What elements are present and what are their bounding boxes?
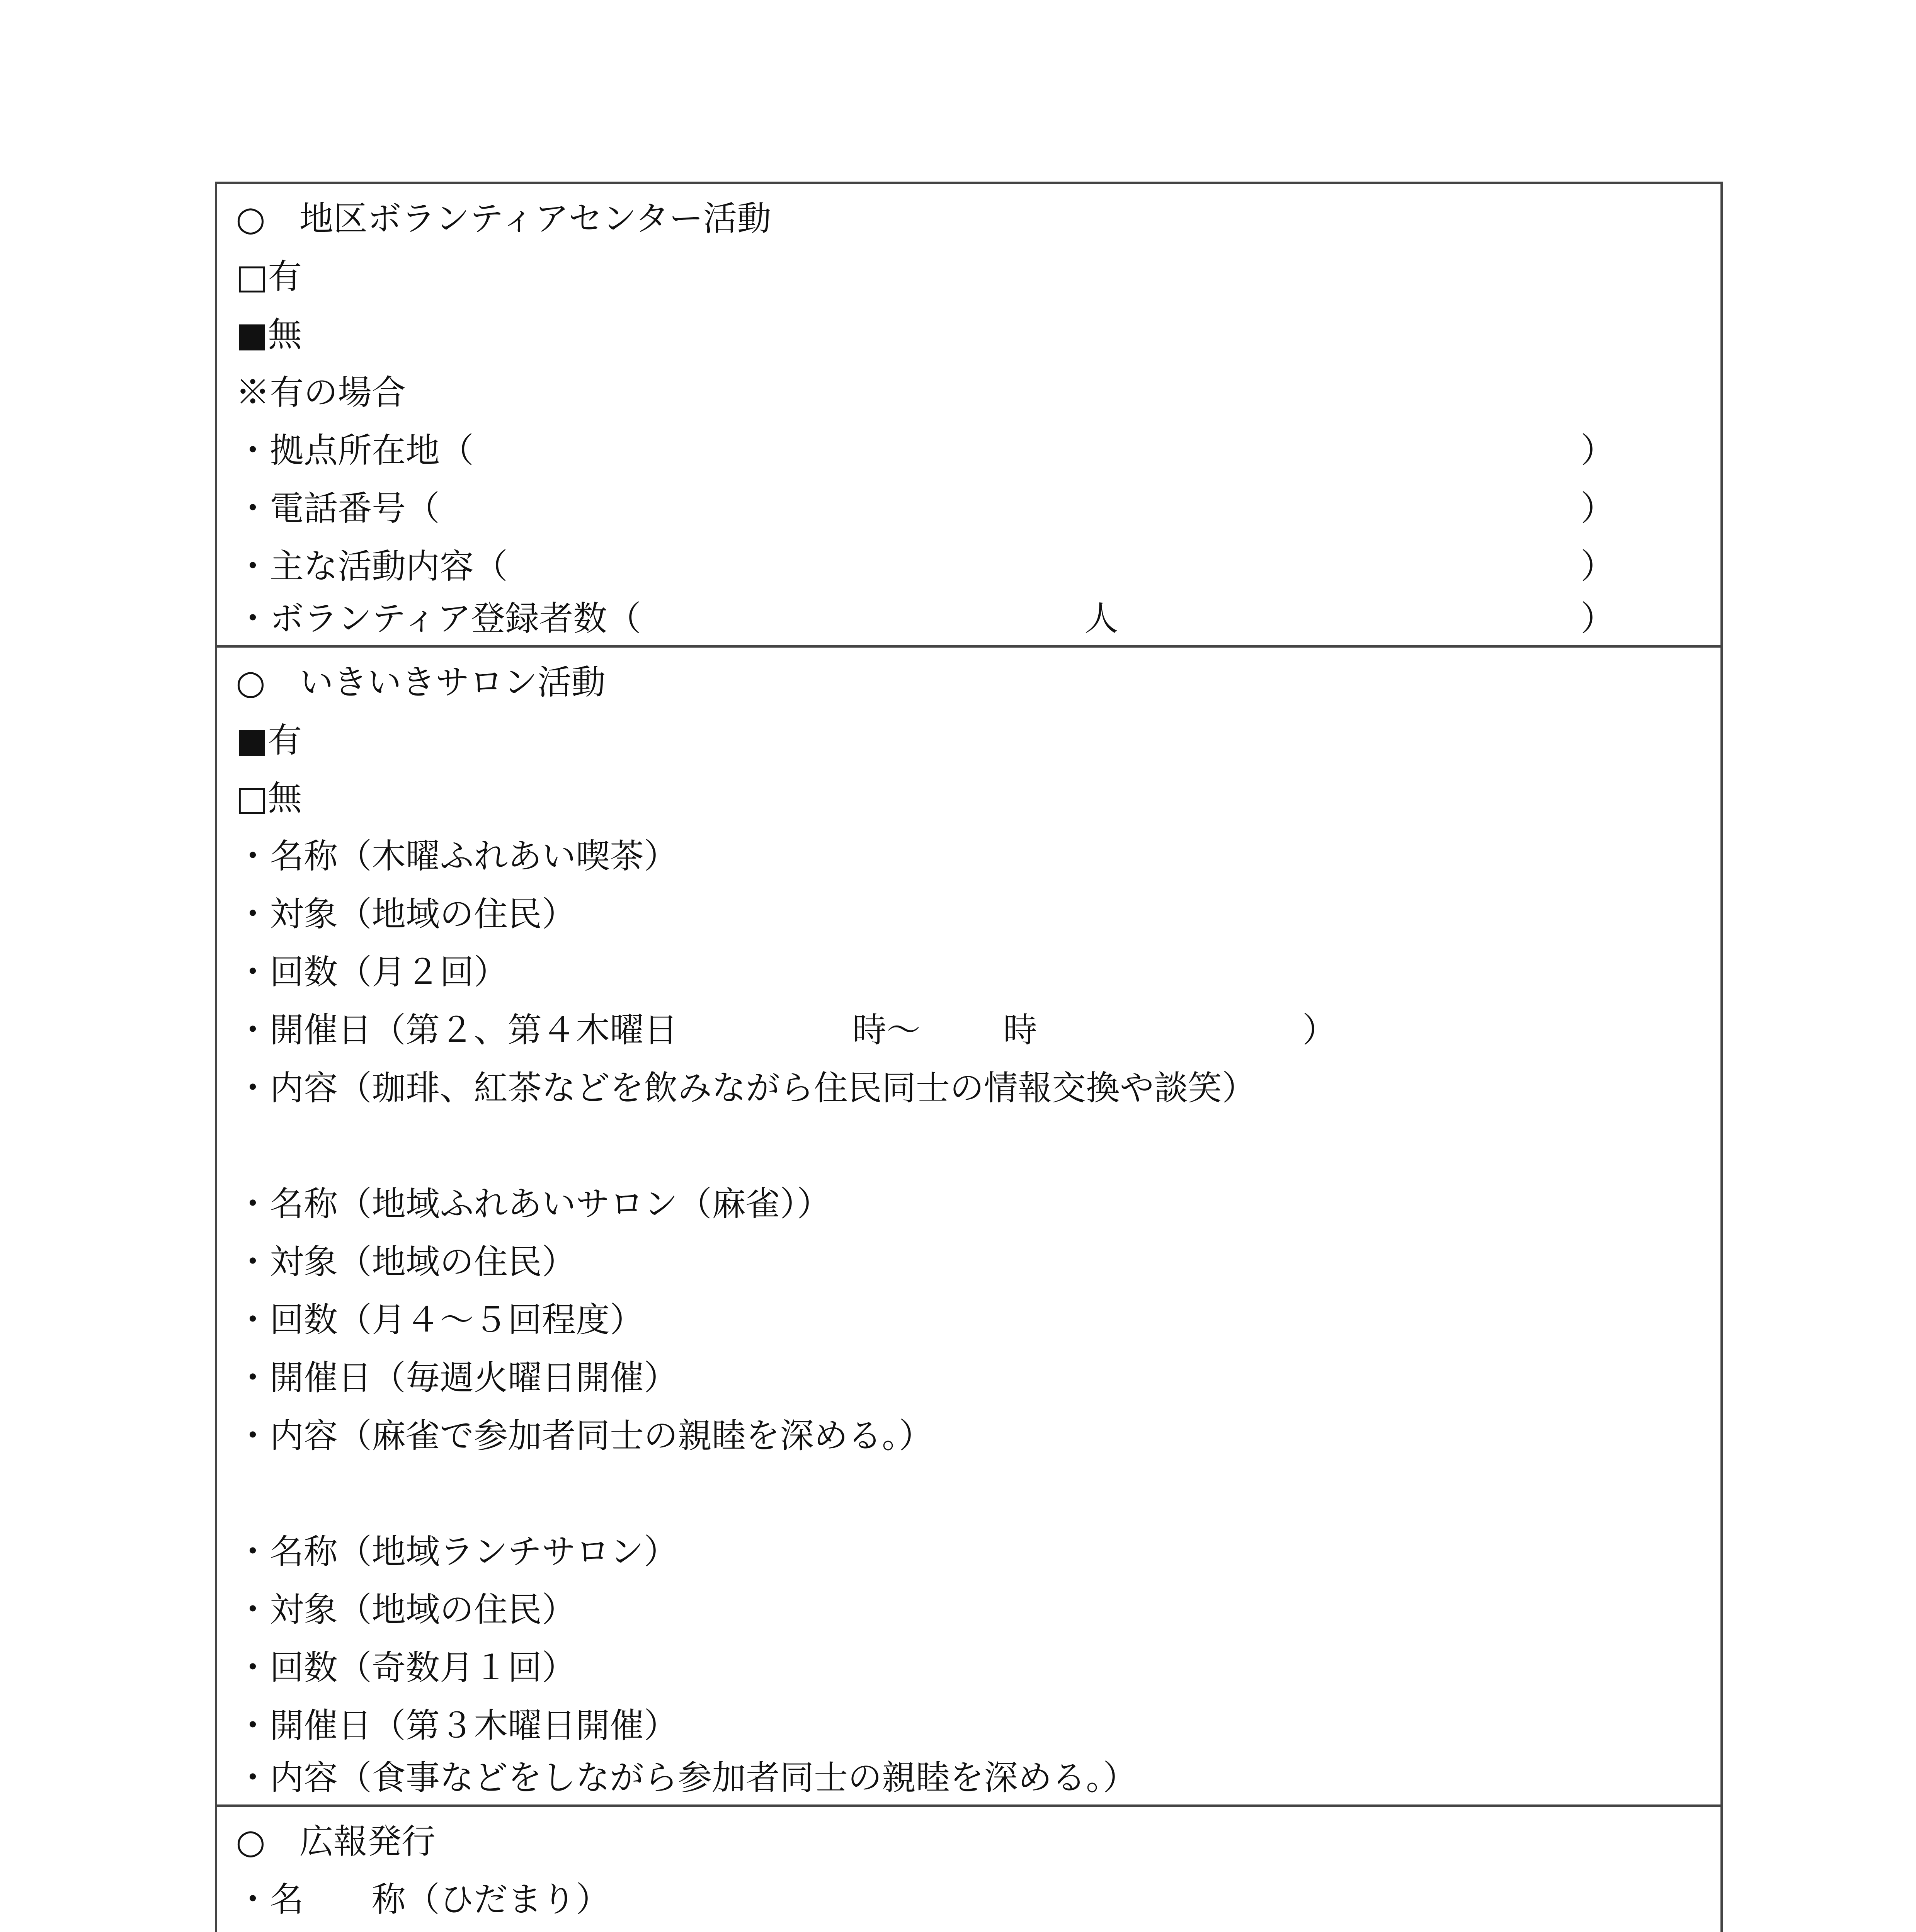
volunteer-center-section xyxy=(217,184,1720,648)
time-from: 時～ xyxy=(853,1010,921,1050)
salon-content: ・内容（食事などをしながら参加者同士の親睦を深める。） xyxy=(236,1758,1137,1798)
checkbox-no: ■無 xyxy=(236,315,302,354)
salon-date: ・開催日（第２、第４木曜日 xyxy=(236,1010,678,1050)
activity-report-table xyxy=(215,182,1723,1932)
closing-paren: ） xyxy=(1581,599,1615,638)
checkbox-yes: ■有 xyxy=(236,720,302,760)
time-to: 時 xyxy=(1003,1010,1038,1050)
salon-content: ・内容（珈琲、紅茶などを飲みながら住民同士の情報交換や談笑） xyxy=(236,1068,1256,1108)
salon-date: ・開催日（毎週火曜日開催） xyxy=(236,1358,678,1398)
phone-field: ・電話番号（ xyxy=(236,488,440,528)
checkbox-yes: □有 xyxy=(236,257,302,296)
salon-name: ・名称（地域ランチサロン） xyxy=(236,1532,678,1571)
pr-frequency xyxy=(236,1929,814,1932)
closing-paren: ） xyxy=(1581,546,1615,586)
closing-paren: ） xyxy=(1581,430,1615,470)
section-heading: ○ 地区ボランティアセンター活動 xyxy=(236,199,771,238)
note-text: ※有の場合 xyxy=(236,372,406,412)
pr-section xyxy=(217,1807,1720,1932)
salon-target: ・対象（地域の住民） xyxy=(236,1242,576,1282)
salon-section xyxy=(217,648,1720,1807)
date-close-paren: ） xyxy=(1302,1010,1337,1050)
salon-count: ・回数（奇数月１回） xyxy=(236,1648,576,1687)
salon-count: ・回数（月２回） xyxy=(236,952,508,992)
section-heading: ○ いきいきサロン活動 xyxy=(236,662,606,702)
salon-name: ・名称（地域ふれあいサロン（麻雀）） xyxy=(236,1184,831,1224)
pr-name: ・名 称（ひだまり） xyxy=(236,1879,610,1919)
salon-content: ・内容（麻雀で参加者同士の親睦を深める。） xyxy=(236,1416,933,1456)
section-heading: ○ 広報発行 xyxy=(236,1821,436,1861)
location-field: ・拠点所在地（ xyxy=(236,430,474,470)
salon-target: ・対象（地域の住民） xyxy=(236,1590,576,1629)
checkbox-no: □無 xyxy=(236,778,302,818)
volunteers-field: ・ボランティア登録者数（ xyxy=(236,599,641,638)
salon-name: ・名称（木曜ふれあい喫茶） xyxy=(236,836,678,876)
activity-field: ・主な活動内容（ xyxy=(236,546,508,586)
salon-date: ・開催日（第３木曜日開催） xyxy=(236,1706,678,1745)
closing-paren: ） xyxy=(1581,488,1615,528)
person-unit: 人 xyxy=(1084,599,1119,638)
salon-count: ・回数（月４～５回程度） xyxy=(236,1300,644,1340)
salon-target: ・対象（地域の住民） xyxy=(236,894,576,934)
